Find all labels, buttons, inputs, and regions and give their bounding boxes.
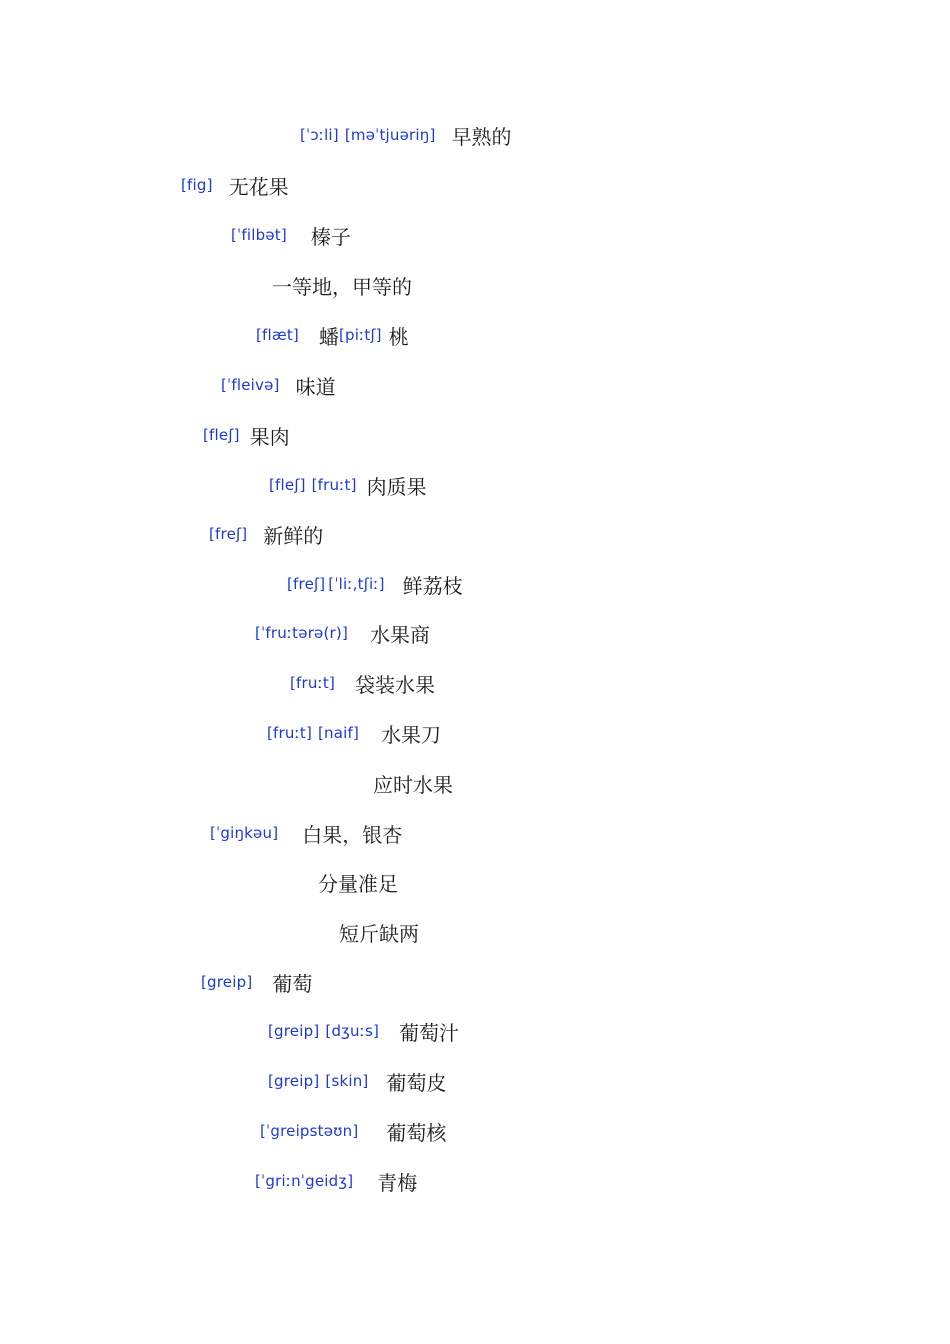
entry-row [269,470,427,500]
entry-row [300,120,512,150]
chinese-meaning: 果肉 [249,424,290,449]
entry-row [203,420,290,450]
phonetic: [fruːt] [311,476,357,494]
chinese-meaning: 袋装水果 [355,672,435,697]
phonetic: [ˈgriːnˈgeidʒ] [255,1172,354,1190]
entry-row [318,867,398,897]
phonetic: [ˈɔːli] [300,126,339,144]
entry-row [256,320,409,350]
entry-row [287,569,463,599]
entry-row [267,718,441,748]
phonetic: [fruːt] [290,674,335,692]
phonetic: [ˈfleivə] [221,376,280,394]
phonetic: [ˈfruːtərə(r)] [255,624,349,642]
chinese-meaning: 味道 [295,374,336,399]
phonetic: [flæt] [256,326,299,344]
phonetic: [fruːt] [267,724,312,742]
chinese-meaning: 青梅 [377,1170,418,1195]
entry-row [201,967,312,997]
phonetic: [ˈgiŋkəu] [210,824,279,842]
chinese-meaning: 无花果 [228,174,289,199]
phonetic: [piːtʃ] [338,326,382,344]
entry-row [209,519,323,549]
chinese-meaning: 鲜荔枝 [402,573,463,598]
chinese-meaning: 榛子 [310,224,351,249]
entry-row [268,1016,459,1046]
chinese-meaning: 水果刀 [381,722,442,747]
chinese-meaning: 一等地，甲等的 [272,274,412,299]
phonetic: [greip] [268,1022,320,1040]
phonetic: [skin] [325,1072,369,1090]
entry-row [272,270,412,300]
chinese-meaning: 新鲜的 [263,523,324,548]
entry-row [290,668,435,698]
entry-row [339,917,419,947]
phonetic: [freʃ] [209,525,248,543]
chinese-meaning: 蟠 [318,324,339,349]
chinese-meaning: 水果商 [370,622,431,647]
entry-row [373,768,453,798]
chinese-meaning: 葡萄核 [386,1120,447,1145]
entry-row [210,818,402,848]
chinese-meaning: 肉质果 [366,474,427,499]
phonetic: [greip] [201,973,253,991]
entry-row [231,220,351,250]
entry-row [181,170,289,200]
chinese-meaning: 应时水果 [373,772,453,797]
chinese-meaning: 桃 [388,324,409,349]
entry-row [268,1066,446,1096]
entry-row [221,370,336,400]
chinese-meaning: 葡萄汁 [399,1020,460,1045]
entry-row [255,1166,417,1196]
entry-row [260,1116,446,1146]
chinese-meaning: 早熟的 [451,124,512,149]
phonetic: [fleʃ] [269,476,306,494]
phonetic: [məˈtjuəriŋ] [344,126,436,144]
phonetic: [fig] [181,176,213,194]
phonetic: [ˈgreipstəʊn] [260,1122,359,1140]
chinese-meaning: 葡萄 [272,971,313,996]
phonetic: [fleʃ] [203,426,240,444]
phonetic: [greip] [268,1072,320,1090]
chinese-meaning: 分量准足 [318,871,398,896]
phonetic: [ˈliː,tʃiː] [328,575,385,593]
chinese-meaning: 白果，银杏 [302,822,403,847]
phonetic: [ˈfilbət] [231,226,287,244]
phonetic: [freʃ] [287,575,326,593]
phonetic: [naif] [318,724,360,742]
entry-row [255,618,430,648]
chinese-meaning: 葡萄皮 [386,1070,447,1095]
chinese-meaning: 短斤缺两 [339,921,419,946]
phonetic: [dʒuːs] [325,1022,380,1040]
